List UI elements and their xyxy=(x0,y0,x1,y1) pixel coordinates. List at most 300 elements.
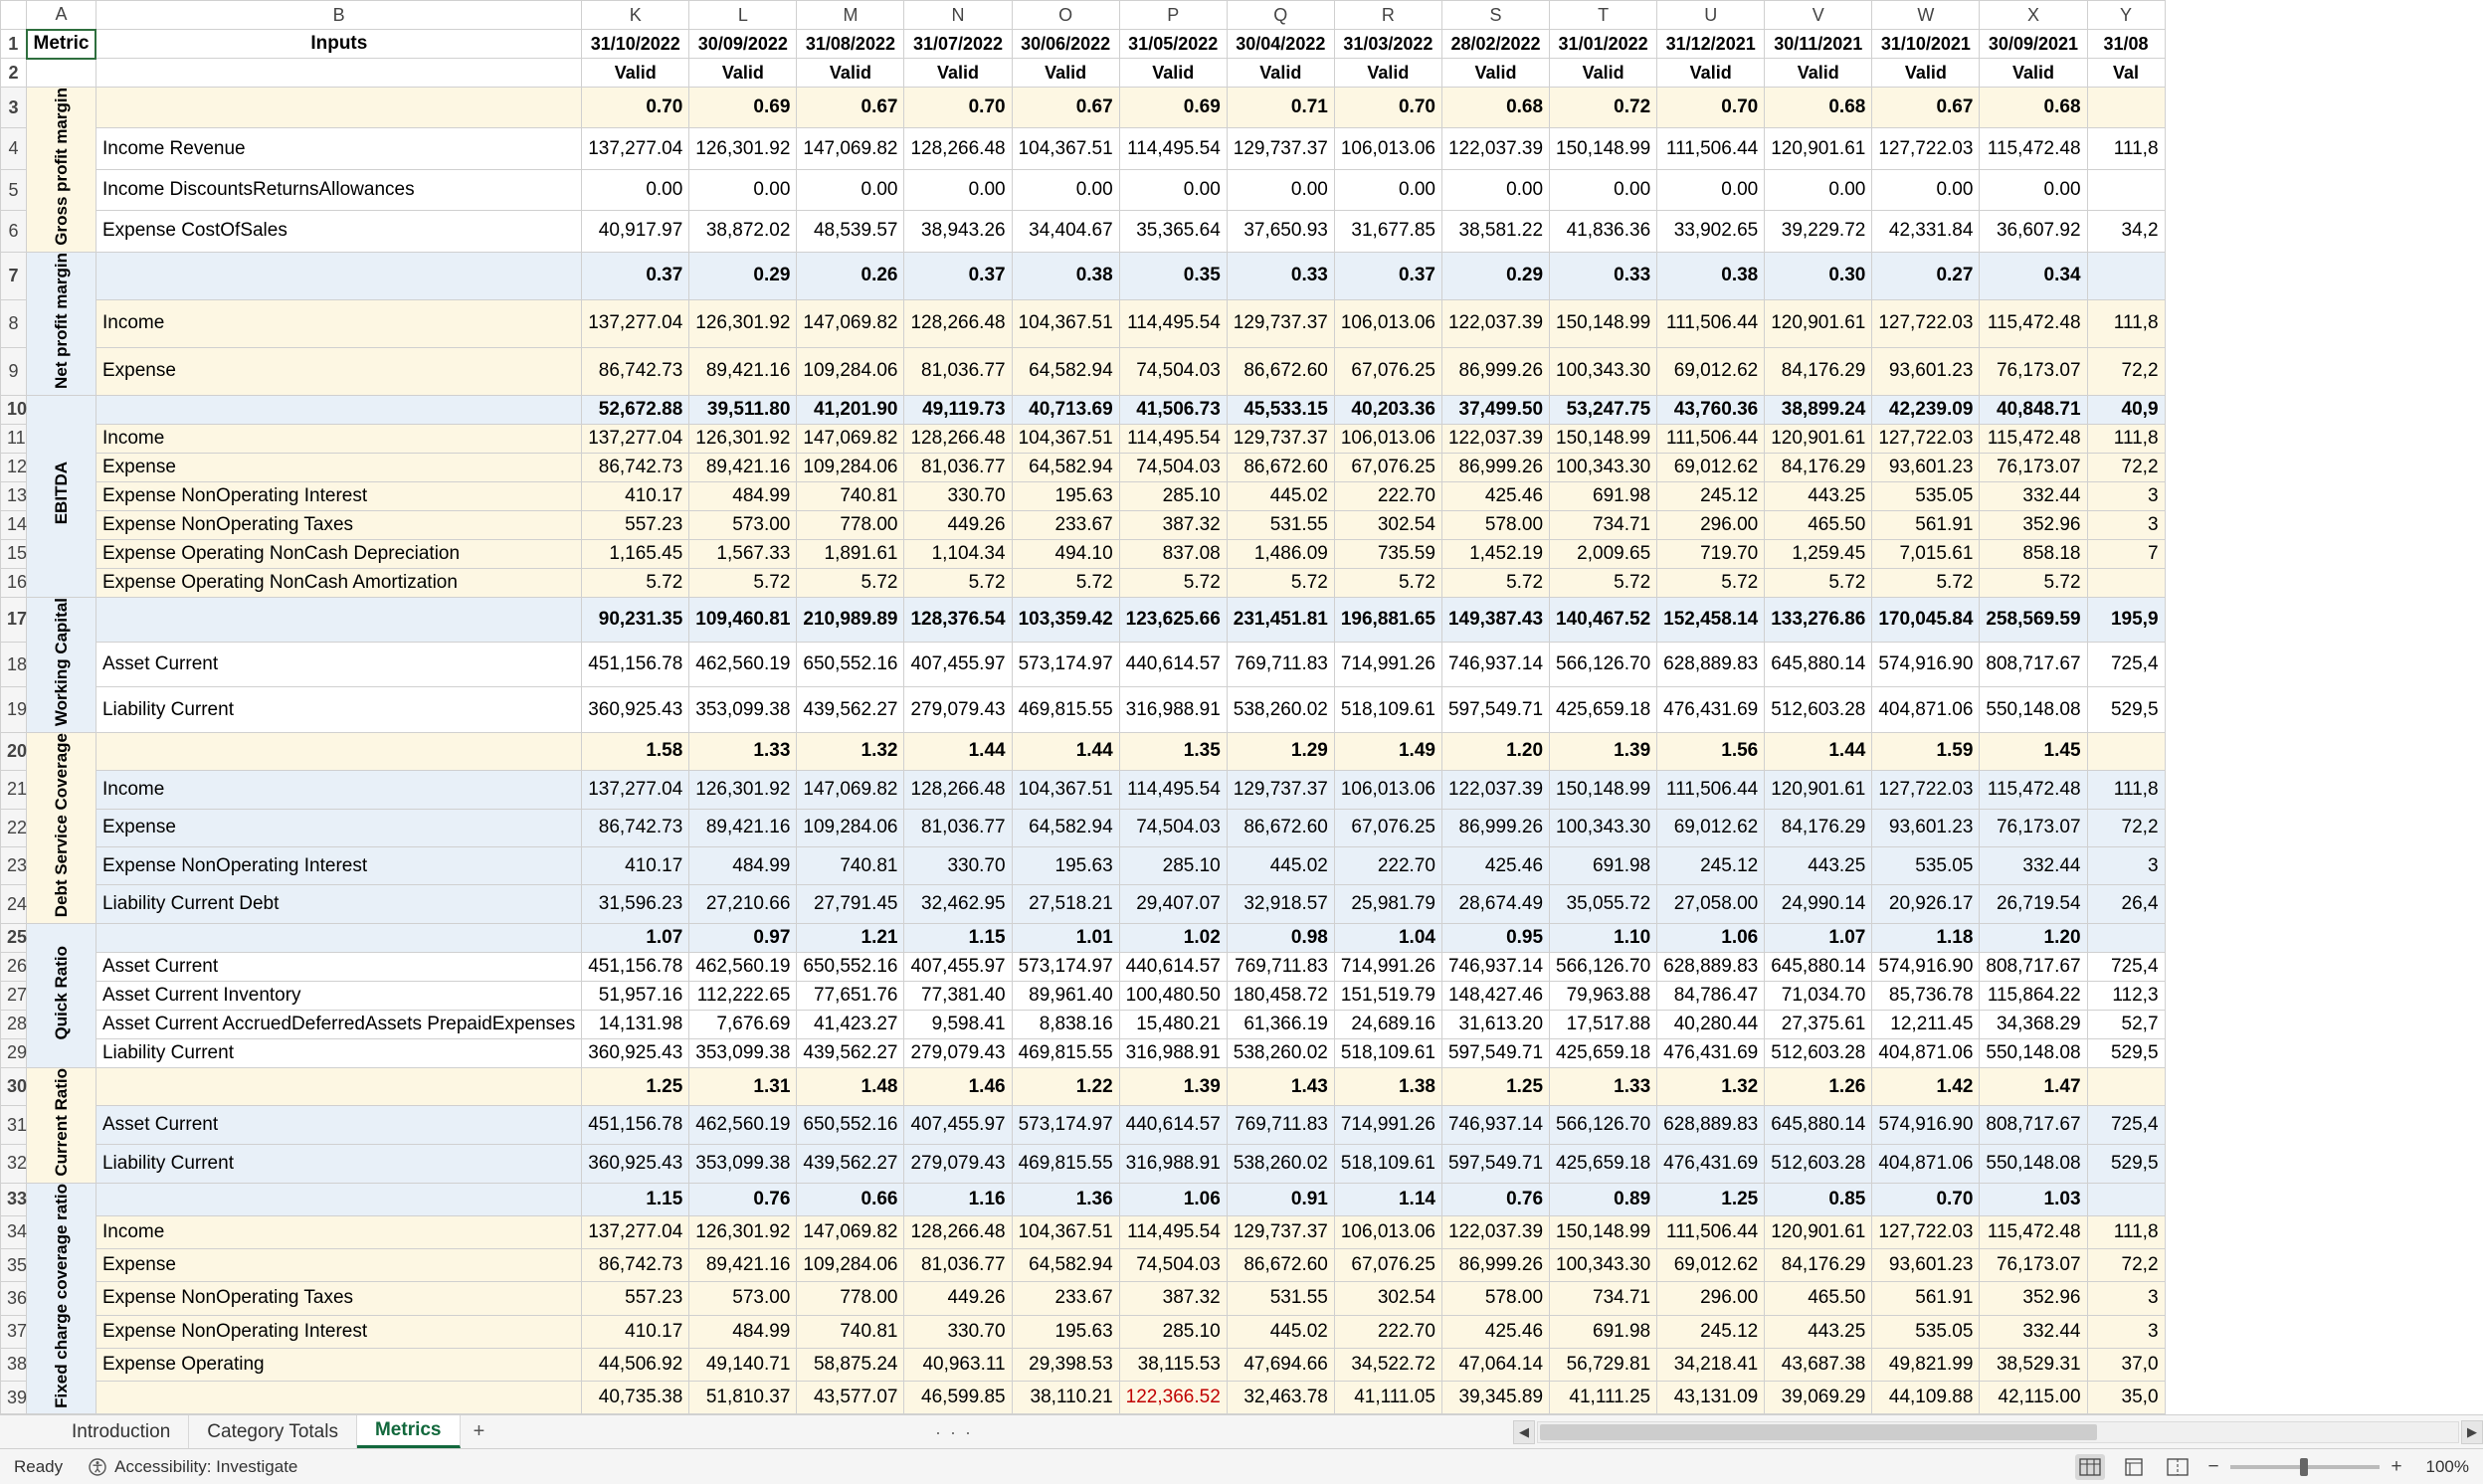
table-row[interactable] xyxy=(1,1183,2166,1215)
value-cell[interactable]: 127,722.03 xyxy=(1872,1215,1980,1248)
table-row[interactable] xyxy=(1,1249,2166,1282)
value-cell[interactable]: 129,737.37 xyxy=(1227,771,1334,809)
value-cell[interactable]: 1.04 xyxy=(1334,923,1441,952)
date-header-cell[interactable]: 31/03/2022 xyxy=(1334,30,1441,59)
value-cell[interactable]: 245.12 xyxy=(1657,847,1765,885)
value-cell[interactable]: 443.25 xyxy=(1765,847,1872,885)
value-cell[interactable]: 740.81 xyxy=(797,481,904,510)
row-number[interactable]: 19 xyxy=(1,687,27,732)
row-number[interactable]: 6 xyxy=(1,211,27,252)
value-cell[interactable]: 81,036.77 xyxy=(904,453,1012,481)
value-cell[interactable]: 1.26 xyxy=(1765,1067,1872,1106)
value-cell[interactable]: 557.23 xyxy=(582,1282,689,1315)
input-label-cell[interactable]: Expense NonOperating Interest xyxy=(96,481,581,510)
value-cell[interactable]: 170,045.84 xyxy=(1872,597,1980,642)
value-cell[interactable]: 147,069.82 xyxy=(797,424,904,453)
value-cell[interactable]: 0.71 xyxy=(1227,88,1334,128)
input-label-cell[interactable]: Liability Current xyxy=(96,1145,581,1184)
value-cell[interactable]: 31,677.85 xyxy=(1334,211,1441,252)
value-cell[interactable]: 137,277.04 xyxy=(582,299,689,347)
value-cell[interactable]: 566,126.70 xyxy=(1550,643,1657,687)
zoom-slider[interactable] xyxy=(2230,1465,2380,1469)
value-cell[interactable]: 445.02 xyxy=(1227,847,1334,885)
column-header-B[interactable]: B xyxy=(96,1,581,30)
value-cell[interactable]: 353,099.38 xyxy=(689,687,797,732)
input-label-cell[interactable]: Expense Operating NonCash Amortization xyxy=(96,568,581,597)
value-cell[interactable]: 0.00 xyxy=(797,169,904,210)
zoom-slider-thumb[interactable] xyxy=(2300,1458,2308,1476)
value-cell[interactable]: 43,131.09 xyxy=(1657,1382,1765,1414)
value-cell[interactable]: 128,266.48 xyxy=(904,424,1012,453)
value-cell[interactable]: 0.76 xyxy=(1441,1183,1549,1215)
value-cell[interactable]: 222.70 xyxy=(1334,847,1441,885)
value-cell[interactable]: 650,552.16 xyxy=(797,1106,904,1145)
value-cell[interactable]: 81,036.77 xyxy=(904,347,1012,395)
column-header-M[interactable]: M xyxy=(797,1,904,30)
value-cell[interactable]: 129,737.37 xyxy=(1227,424,1334,453)
value-cell[interactable]: 147,069.82 xyxy=(797,1215,904,1248)
value-cell[interactable]: 285.10 xyxy=(1119,1315,1227,1348)
value-cell[interactable]: 1.42 xyxy=(1872,1067,1980,1106)
value-cell[interactable]: 49,821.99 xyxy=(1872,1348,1980,1381)
value-cell[interactable]: 40,735.38 xyxy=(582,1382,689,1414)
value-cell[interactable]: 35,365.64 xyxy=(1119,211,1227,252)
value-cell[interactable]: 222.70 xyxy=(1334,481,1441,510)
value-cell[interactable]: 34,522.72 xyxy=(1334,1348,1441,1381)
value-cell[interactable]: 0.30 xyxy=(1765,252,1872,299)
value-cell[interactable]: 86,672.60 xyxy=(1227,453,1334,481)
table-row[interactable] xyxy=(1,424,2166,453)
sheet-tab-category-totals[interactable]: Category Totals xyxy=(189,1415,357,1448)
value-cell[interactable]: 129,737.37 xyxy=(1227,128,1334,169)
value-cell[interactable]: 52,7 xyxy=(2087,1010,2165,1038)
value-cell[interactable]: 84,176.29 xyxy=(1765,453,1872,481)
value-cell[interactable]: 0.95 xyxy=(1441,923,1549,952)
value-cell[interactable]: 104,367.51 xyxy=(1012,771,1119,809)
value-cell[interactable]: 129,737.37 xyxy=(1227,299,1334,347)
metric-header-cell[interactable]: Metric xyxy=(27,30,96,59)
value-cell[interactable]: 597,549.71 xyxy=(1441,1145,1549,1184)
value-cell[interactable]: 147,069.82 xyxy=(797,299,904,347)
value-cell[interactable]: 769,711.83 xyxy=(1227,1106,1334,1145)
date-header-cell[interactable]: 31/07/2022 xyxy=(904,30,1012,59)
value-cell[interactable]: 137,277.04 xyxy=(582,128,689,169)
value-cell[interactable]: 3 xyxy=(2087,1282,2165,1315)
validity-cell[interactable]: Valid xyxy=(1765,59,1872,88)
row-number[interactable]: 21 xyxy=(1,771,27,809)
value-cell[interactable]: 330.70 xyxy=(904,1315,1012,1348)
value-cell[interactable]: 245.12 xyxy=(1657,1315,1765,1348)
table-row[interactable] xyxy=(1,809,2166,846)
value-cell[interactable]: 425.46 xyxy=(1441,1315,1549,1348)
value-cell[interactable]: 127,722.03 xyxy=(1872,424,1980,453)
value-cell[interactable]: 0.68 xyxy=(1765,88,1872,128)
table-row[interactable] xyxy=(1,597,2166,642)
value-cell[interactable]: 407,455.97 xyxy=(904,952,1012,981)
value-cell[interactable]: 72,2 xyxy=(2087,453,2165,481)
value-cell[interactable]: 1,165.45 xyxy=(582,539,689,568)
value-cell[interactable]: 137,277.04 xyxy=(582,424,689,453)
value-cell[interactable]: 734.71 xyxy=(1550,510,1657,539)
value-cell[interactable]: 573.00 xyxy=(689,510,797,539)
input-label-cell[interactable] xyxy=(96,1382,581,1414)
table-row[interactable] xyxy=(1,687,2166,732)
value-cell[interactable]: 77,381.40 xyxy=(904,981,1012,1010)
value-cell[interactable]: 0.38 xyxy=(1012,252,1119,299)
input-label-cell[interactable]: Expense CostOfSales xyxy=(96,211,581,252)
value-cell[interactable]: 27,791.45 xyxy=(797,885,904,923)
validity-cell[interactable]: Valid xyxy=(1872,59,1980,88)
value-cell[interactable]: 84,786.47 xyxy=(1657,981,1765,1010)
input-label-cell[interactable]: Income xyxy=(96,1215,581,1248)
value-cell[interactable]: 1.58 xyxy=(582,732,689,770)
value-cell[interactable]: 114,495.54 xyxy=(1119,424,1227,453)
value-cell[interactable]: 14,131.98 xyxy=(582,1010,689,1038)
value-cell[interactable]: 90,231.35 xyxy=(582,597,689,642)
row-number[interactable]: 3 xyxy=(1,88,27,128)
value-cell[interactable]: 38,581.22 xyxy=(1441,211,1549,252)
row-number[interactable]: 16 xyxy=(1,568,27,597)
row-number[interactable]: 36 xyxy=(1,1282,27,1315)
value-cell[interactable]: 112,3 xyxy=(2087,981,2165,1010)
value-cell[interactable]: 574,916.90 xyxy=(1872,643,1980,687)
value-cell[interactable]: 210,989.89 xyxy=(797,597,904,642)
value-cell[interactable]: 152,458.14 xyxy=(1657,597,1765,642)
value-cell[interactable]: 1.44 xyxy=(1012,732,1119,770)
value-cell[interactable]: 0.72 xyxy=(1550,88,1657,128)
value-cell[interactable]: 231,451.81 xyxy=(1227,597,1334,642)
value-cell[interactable]: 106,013.06 xyxy=(1334,1215,1441,1248)
value-cell[interactable]: 465.50 xyxy=(1765,510,1872,539)
value-cell[interactable]: 34,2 xyxy=(2087,211,2165,252)
value-cell[interactable]: 74,504.03 xyxy=(1119,453,1227,481)
date-header-cell[interactable]: 30/09/2022 xyxy=(689,30,797,59)
value-cell[interactable]: 115,472.48 xyxy=(1980,771,2087,809)
value-cell[interactable]: 0.00 xyxy=(1657,169,1765,210)
value-cell[interactable]: 111,506.44 xyxy=(1657,299,1765,347)
value-cell[interactable]: 122,037.39 xyxy=(1441,424,1549,453)
value-cell[interactable]: 0.37 xyxy=(1334,252,1441,299)
value-cell[interactable]: 746,937.14 xyxy=(1441,1106,1549,1145)
input-label-cell[interactable]: Expense Operating xyxy=(96,1348,581,1381)
value-cell[interactable]: 103,359.42 xyxy=(1012,597,1119,642)
value-cell[interactable]: 115,472.48 xyxy=(1980,128,2087,169)
value-cell[interactable]: 115,472.48 xyxy=(1980,1215,2087,1248)
value-cell[interactable]: 597,549.71 xyxy=(1441,1038,1549,1067)
value-cell[interactable]: 72,2 xyxy=(2087,1249,2165,1282)
value-cell[interactable]: 0.70 xyxy=(1872,1183,1980,1215)
value-cell[interactable]: 0.89 xyxy=(1550,1183,1657,1215)
row-number[interactable]: 10 xyxy=(1,395,27,424)
value-cell[interactable]: 40,713.69 xyxy=(1012,395,1119,424)
value-cell[interactable]: 0.34 xyxy=(1980,252,2087,299)
value-cell[interactable]: 691.98 xyxy=(1550,847,1657,885)
value-cell[interactable]: 0.00 xyxy=(1765,169,1872,210)
value-cell[interactable]: 69,012.62 xyxy=(1657,453,1765,481)
value-cell[interactable]: 316,988.91 xyxy=(1119,1145,1227,1184)
row-number[interactable]: 32 xyxy=(1,1145,27,1184)
value-cell[interactable]: 512,603.28 xyxy=(1765,1038,1872,1067)
value-cell[interactable]: 40,917.97 xyxy=(582,211,689,252)
input-label-cell[interactable]: Expense xyxy=(96,347,581,395)
sheet-tab-metrics[interactable]: Metrics xyxy=(357,1415,461,1448)
value-cell[interactable]: 407,455.97 xyxy=(904,1106,1012,1145)
value-cell[interactable]: 38,115.53 xyxy=(1119,1348,1227,1381)
value-cell[interactable]: 5.72 xyxy=(1012,568,1119,597)
value-cell[interactable]: 111,506.44 xyxy=(1657,1215,1765,1248)
value-cell[interactable]: 0.67 xyxy=(1012,88,1119,128)
value-cell[interactable]: 410.17 xyxy=(582,847,689,885)
validity-cell[interactable]: Valid xyxy=(1334,59,1441,88)
value-cell[interactable]: 566,126.70 xyxy=(1550,952,1657,981)
value-cell[interactable]: 691.98 xyxy=(1550,1315,1657,1348)
value-cell[interactable]: 837.08 xyxy=(1119,539,1227,568)
value-cell[interactable]: 746,937.14 xyxy=(1441,952,1549,981)
value-cell[interactable]: 43,760.36 xyxy=(1657,395,1765,424)
input-label-cell[interactable]: Income xyxy=(96,424,581,453)
value-cell[interactable]: 316,988.91 xyxy=(1119,1038,1227,1067)
value-cell[interactable]: 1.46 xyxy=(904,1067,1012,1106)
scrollbar-track[interactable] xyxy=(1537,1421,2459,1443)
value-cell[interactable]: 0.76 xyxy=(689,1183,797,1215)
row-number[interactable]: 38 xyxy=(1,1348,27,1381)
table-row[interactable] xyxy=(1,169,2166,210)
value-cell[interactable]: 0.37 xyxy=(904,252,1012,299)
table-row[interactable] xyxy=(1,128,2166,169)
table-row[interactable] xyxy=(1,1315,2166,1348)
value-cell[interactable]: 529,5 xyxy=(2087,1145,2165,1184)
value-cell[interactable]: 37,0 xyxy=(2087,1348,2165,1381)
value-cell[interactable]: 86,742.73 xyxy=(582,809,689,846)
value-cell[interactable]: 1.36 xyxy=(1012,1183,1119,1215)
column-header-Y[interactable]: Y xyxy=(2087,1,2165,30)
value-cell[interactable]: 3 xyxy=(2087,481,2165,510)
column-header-L[interactable]: L xyxy=(689,1,797,30)
value-cell[interactable]: 494.10 xyxy=(1012,539,1119,568)
value-cell[interactable]: 86,742.73 xyxy=(582,453,689,481)
value-cell[interactable]: 15,480.21 xyxy=(1119,1010,1227,1038)
value-cell[interactable]: 24,990.14 xyxy=(1765,885,1872,923)
value-cell[interactable]: 67,076.25 xyxy=(1334,809,1441,846)
column-header-K[interactable]: K xyxy=(582,1,689,30)
value-cell[interactable]: 38,872.02 xyxy=(689,211,797,252)
value-cell[interactable]: 41,836.36 xyxy=(1550,211,1657,252)
value-cell[interactable]: 557.23 xyxy=(582,510,689,539)
value-cell[interactable]: 469,815.55 xyxy=(1012,1038,1119,1067)
value-cell[interactable]: 808,717.67 xyxy=(1980,643,2087,687)
input-label-cell[interactable] xyxy=(96,1067,581,1106)
row-number[interactable]: 7 xyxy=(1,252,27,299)
row-number[interactable]: 5 xyxy=(1,169,27,210)
value-cell[interactable]: 1.33 xyxy=(689,732,797,770)
value-cell[interactable]: 0.00 xyxy=(689,169,797,210)
value-cell[interactable]: 5.72 xyxy=(1227,568,1334,597)
table-row[interactable] xyxy=(1,771,2166,809)
value-cell[interactable]: 0.00 xyxy=(582,169,689,210)
value-cell[interactable]: 109,284.06 xyxy=(797,453,904,481)
table-row[interactable] xyxy=(1,1348,2166,1381)
value-cell[interactable]: 40,280.44 xyxy=(1657,1010,1765,1038)
input-label-cell[interactable] xyxy=(96,923,581,952)
value-cell[interactable]: 0.00 xyxy=(1980,169,2087,210)
value-cell[interactable]: 27,058.00 xyxy=(1657,885,1765,923)
value-cell[interactable]: 1.35 xyxy=(1119,732,1227,770)
value-cell[interactable]: 38,110.21 xyxy=(1012,1382,1119,1414)
value-cell[interactable]: 574,916.90 xyxy=(1872,1106,1980,1145)
value-cell[interactable]: 535.05 xyxy=(1872,847,1980,885)
value-cell[interactable]: 111,8 xyxy=(2087,1215,2165,1248)
table-row[interactable] xyxy=(1,211,2166,252)
value-cell[interactable]: 279,079.43 xyxy=(904,687,1012,732)
input-label-cell[interactable] xyxy=(96,88,581,128)
value-cell[interactable]: 41,201.90 xyxy=(797,395,904,424)
value-cell[interactable]: 12,211.45 xyxy=(1872,1010,1980,1038)
value-cell[interactable]: 33,902.65 xyxy=(1657,211,1765,252)
value-cell[interactable]: 39,069.29 xyxy=(1765,1382,1872,1414)
value-cell[interactable]: 86,672.60 xyxy=(1227,1249,1334,1282)
page-break-preview-button[interactable] xyxy=(2163,1454,2193,1480)
validity-cell[interactable]: Valid xyxy=(1980,59,2087,88)
value-cell[interactable]: 1.14 xyxy=(1334,1183,1441,1215)
value-cell[interactable]: 3 xyxy=(2087,1315,2165,1348)
value-cell[interactable]: 32,462.95 xyxy=(904,885,1012,923)
value-cell[interactable]: 39,345.89 xyxy=(1441,1382,1549,1414)
value-cell[interactable]: 44,506.92 xyxy=(582,1348,689,1381)
value-cell[interactable]: 69,012.62 xyxy=(1657,809,1765,846)
validity-cell[interactable]: Valid xyxy=(1657,59,1765,88)
value-cell[interactable]: 0.26 xyxy=(797,252,904,299)
value-cell[interactable]: 126,301.92 xyxy=(689,128,797,169)
value-cell[interactable]: 38,943.26 xyxy=(904,211,1012,252)
value-cell[interactable]: 149,387.43 xyxy=(1441,597,1549,642)
row-number[interactable]: 13 xyxy=(1,481,27,510)
value-cell[interactable]: 1.45 xyxy=(1980,732,2087,770)
scroll-left-arrow[interactable]: ◀ xyxy=(1513,1420,1535,1444)
value-cell[interactable]: 1.06 xyxy=(1657,923,1765,952)
value-cell[interactable]: 100,343.30 xyxy=(1550,347,1657,395)
value-cell[interactable]: 126,301.92 xyxy=(689,1215,797,1248)
zoom-control[interactable] xyxy=(2206,1456,2469,1478)
input-label-cell[interactable]: Liability Current Debt xyxy=(96,885,581,923)
value-cell[interactable]: 109,284.06 xyxy=(797,1249,904,1282)
value-cell[interactable]: 111,8 xyxy=(2087,128,2165,169)
input-label-cell[interactable]: Liability Current xyxy=(96,687,581,732)
value-cell[interactable]: 45,533.15 xyxy=(1227,395,1334,424)
value-cell[interactable]: 43,687.38 xyxy=(1765,1348,1872,1381)
value-cell[interactable]: 86,742.73 xyxy=(582,347,689,395)
value-cell[interactable]: 76,173.07 xyxy=(1980,453,2087,481)
value-cell[interactable]: 127,722.03 xyxy=(1872,771,1980,809)
column-header-V[interactable]: V xyxy=(1765,1,1872,30)
input-label-cell[interactable]: Expense NonOperating Taxes xyxy=(96,510,581,539)
value-cell[interactable]: 5.72 xyxy=(582,568,689,597)
value-cell[interactable]: 5.72 xyxy=(1334,568,1441,597)
sheet-tab-introduction[interactable]: Introduction xyxy=(54,1415,189,1448)
input-label-cell[interactable]: Expense NonOperating Taxes xyxy=(96,1282,581,1315)
value-cell[interactable]: 31,596.23 xyxy=(582,885,689,923)
value-cell[interactable]: 114,495.54 xyxy=(1119,299,1227,347)
value-cell[interactable]: 0.67 xyxy=(1872,88,1980,128)
value-cell[interactable]: 719.70 xyxy=(1657,539,1765,568)
row-number[interactable]: 2 xyxy=(1,59,27,88)
table-row[interactable] xyxy=(1,847,2166,885)
value-cell[interactable]: 440,614.57 xyxy=(1119,952,1227,981)
value-cell[interactable]: 148,427.46 xyxy=(1441,981,1549,1010)
value-cell[interactable]: 0.35 xyxy=(1119,252,1227,299)
value-cell[interactable]: 1.49 xyxy=(1334,732,1441,770)
table-row[interactable] xyxy=(1,923,2166,952)
value-cell[interactable]: 7,676.69 xyxy=(689,1010,797,1038)
value-cell[interactable]: 27,210.66 xyxy=(689,885,797,923)
value-cell[interactable]: 746,937.14 xyxy=(1441,643,1549,687)
value-cell[interactable]: 531.55 xyxy=(1227,510,1334,539)
table-row[interactable] xyxy=(1,1382,2166,1414)
table-row[interactable] xyxy=(1,1145,2166,1184)
value-cell[interactable]: 140,467.52 xyxy=(1550,597,1657,642)
row-number[interactable]: 24 xyxy=(1,885,27,923)
value-cell[interactable]: 404,871.06 xyxy=(1872,1038,1980,1067)
column-header-R[interactable]: R xyxy=(1334,1,1441,30)
value-cell[interactable]: 650,552.16 xyxy=(797,643,904,687)
row-number[interactable]: 1 xyxy=(1,30,27,59)
date-header-cell[interactable]: 30/04/2022 xyxy=(1227,30,1334,59)
value-cell[interactable]: 147,069.82 xyxy=(797,128,904,169)
table-row[interactable] xyxy=(1,1067,2166,1106)
value-cell[interactable]: 74,504.03 xyxy=(1119,809,1227,846)
value-cell[interactable]: 535.05 xyxy=(1872,1315,1980,1348)
value-cell[interactable]: 279,079.43 xyxy=(904,1145,1012,1184)
row-number[interactable]: 31 xyxy=(1,1106,27,1145)
value-cell[interactable]: 332.44 xyxy=(1980,847,2087,885)
value-cell[interactable]: 425.46 xyxy=(1441,847,1549,885)
value-cell[interactable]: 74,504.03 xyxy=(1119,347,1227,395)
value-cell[interactable]: 49,140.71 xyxy=(689,1348,797,1381)
value-cell[interactable]: 42,239.09 xyxy=(1872,395,1980,424)
value-cell[interactable]: 42,115.00 xyxy=(1980,1382,2087,1414)
validity-cell[interactable]: Val xyxy=(2087,59,2165,88)
value-cell[interactable]: 69,012.62 xyxy=(1657,347,1765,395)
value-cell[interactable]: 195,9 xyxy=(2087,597,2165,642)
value-cell[interactable]: 39,229.72 xyxy=(1765,211,1872,252)
value-cell[interactable]: 1.31 xyxy=(689,1067,797,1106)
value-cell[interactable]: 387.32 xyxy=(1119,510,1227,539)
value-cell[interactable]: 29,407.07 xyxy=(1119,885,1227,923)
value-cell[interactable]: 0.69 xyxy=(1119,88,1227,128)
value-cell[interactable]: 1.48 xyxy=(797,1067,904,1106)
add-sheet-button[interactable]: + xyxy=(473,1420,485,1443)
value-cell[interactable]: 47,694.66 xyxy=(1227,1348,1334,1381)
row-number[interactable]: 33 xyxy=(1,1183,27,1215)
value-cell[interactable]: 573,174.97 xyxy=(1012,643,1119,687)
table-row[interactable] xyxy=(1,1282,2166,1315)
value-cell[interactable]: 449.26 xyxy=(904,1282,1012,1315)
value-cell[interactable]: 0.38 xyxy=(1657,252,1765,299)
value-cell[interactable]: 484.99 xyxy=(689,481,797,510)
value-cell[interactable]: 0.00 xyxy=(1334,169,1441,210)
value-cell[interactable]: 147,069.82 xyxy=(797,771,904,809)
value-cell[interactable]: 425,659.18 xyxy=(1550,687,1657,732)
value-cell[interactable]: 769,711.83 xyxy=(1227,952,1334,981)
value-cell[interactable]: 443.25 xyxy=(1765,481,1872,510)
value-cell[interactable]: 407,455.97 xyxy=(904,643,1012,687)
value-cell[interactable]: 469,815.55 xyxy=(1012,1145,1119,1184)
value-cell[interactable]: 114,495.54 xyxy=(1119,771,1227,809)
row-number[interactable]: 25 xyxy=(1,923,27,952)
value-cell[interactable]: 1.15 xyxy=(904,923,1012,952)
value-cell[interactable]: 561.91 xyxy=(1872,510,1980,539)
value-cell[interactable]: 440,614.57 xyxy=(1119,643,1227,687)
value-cell[interactable]: 1,891.61 xyxy=(797,539,904,568)
